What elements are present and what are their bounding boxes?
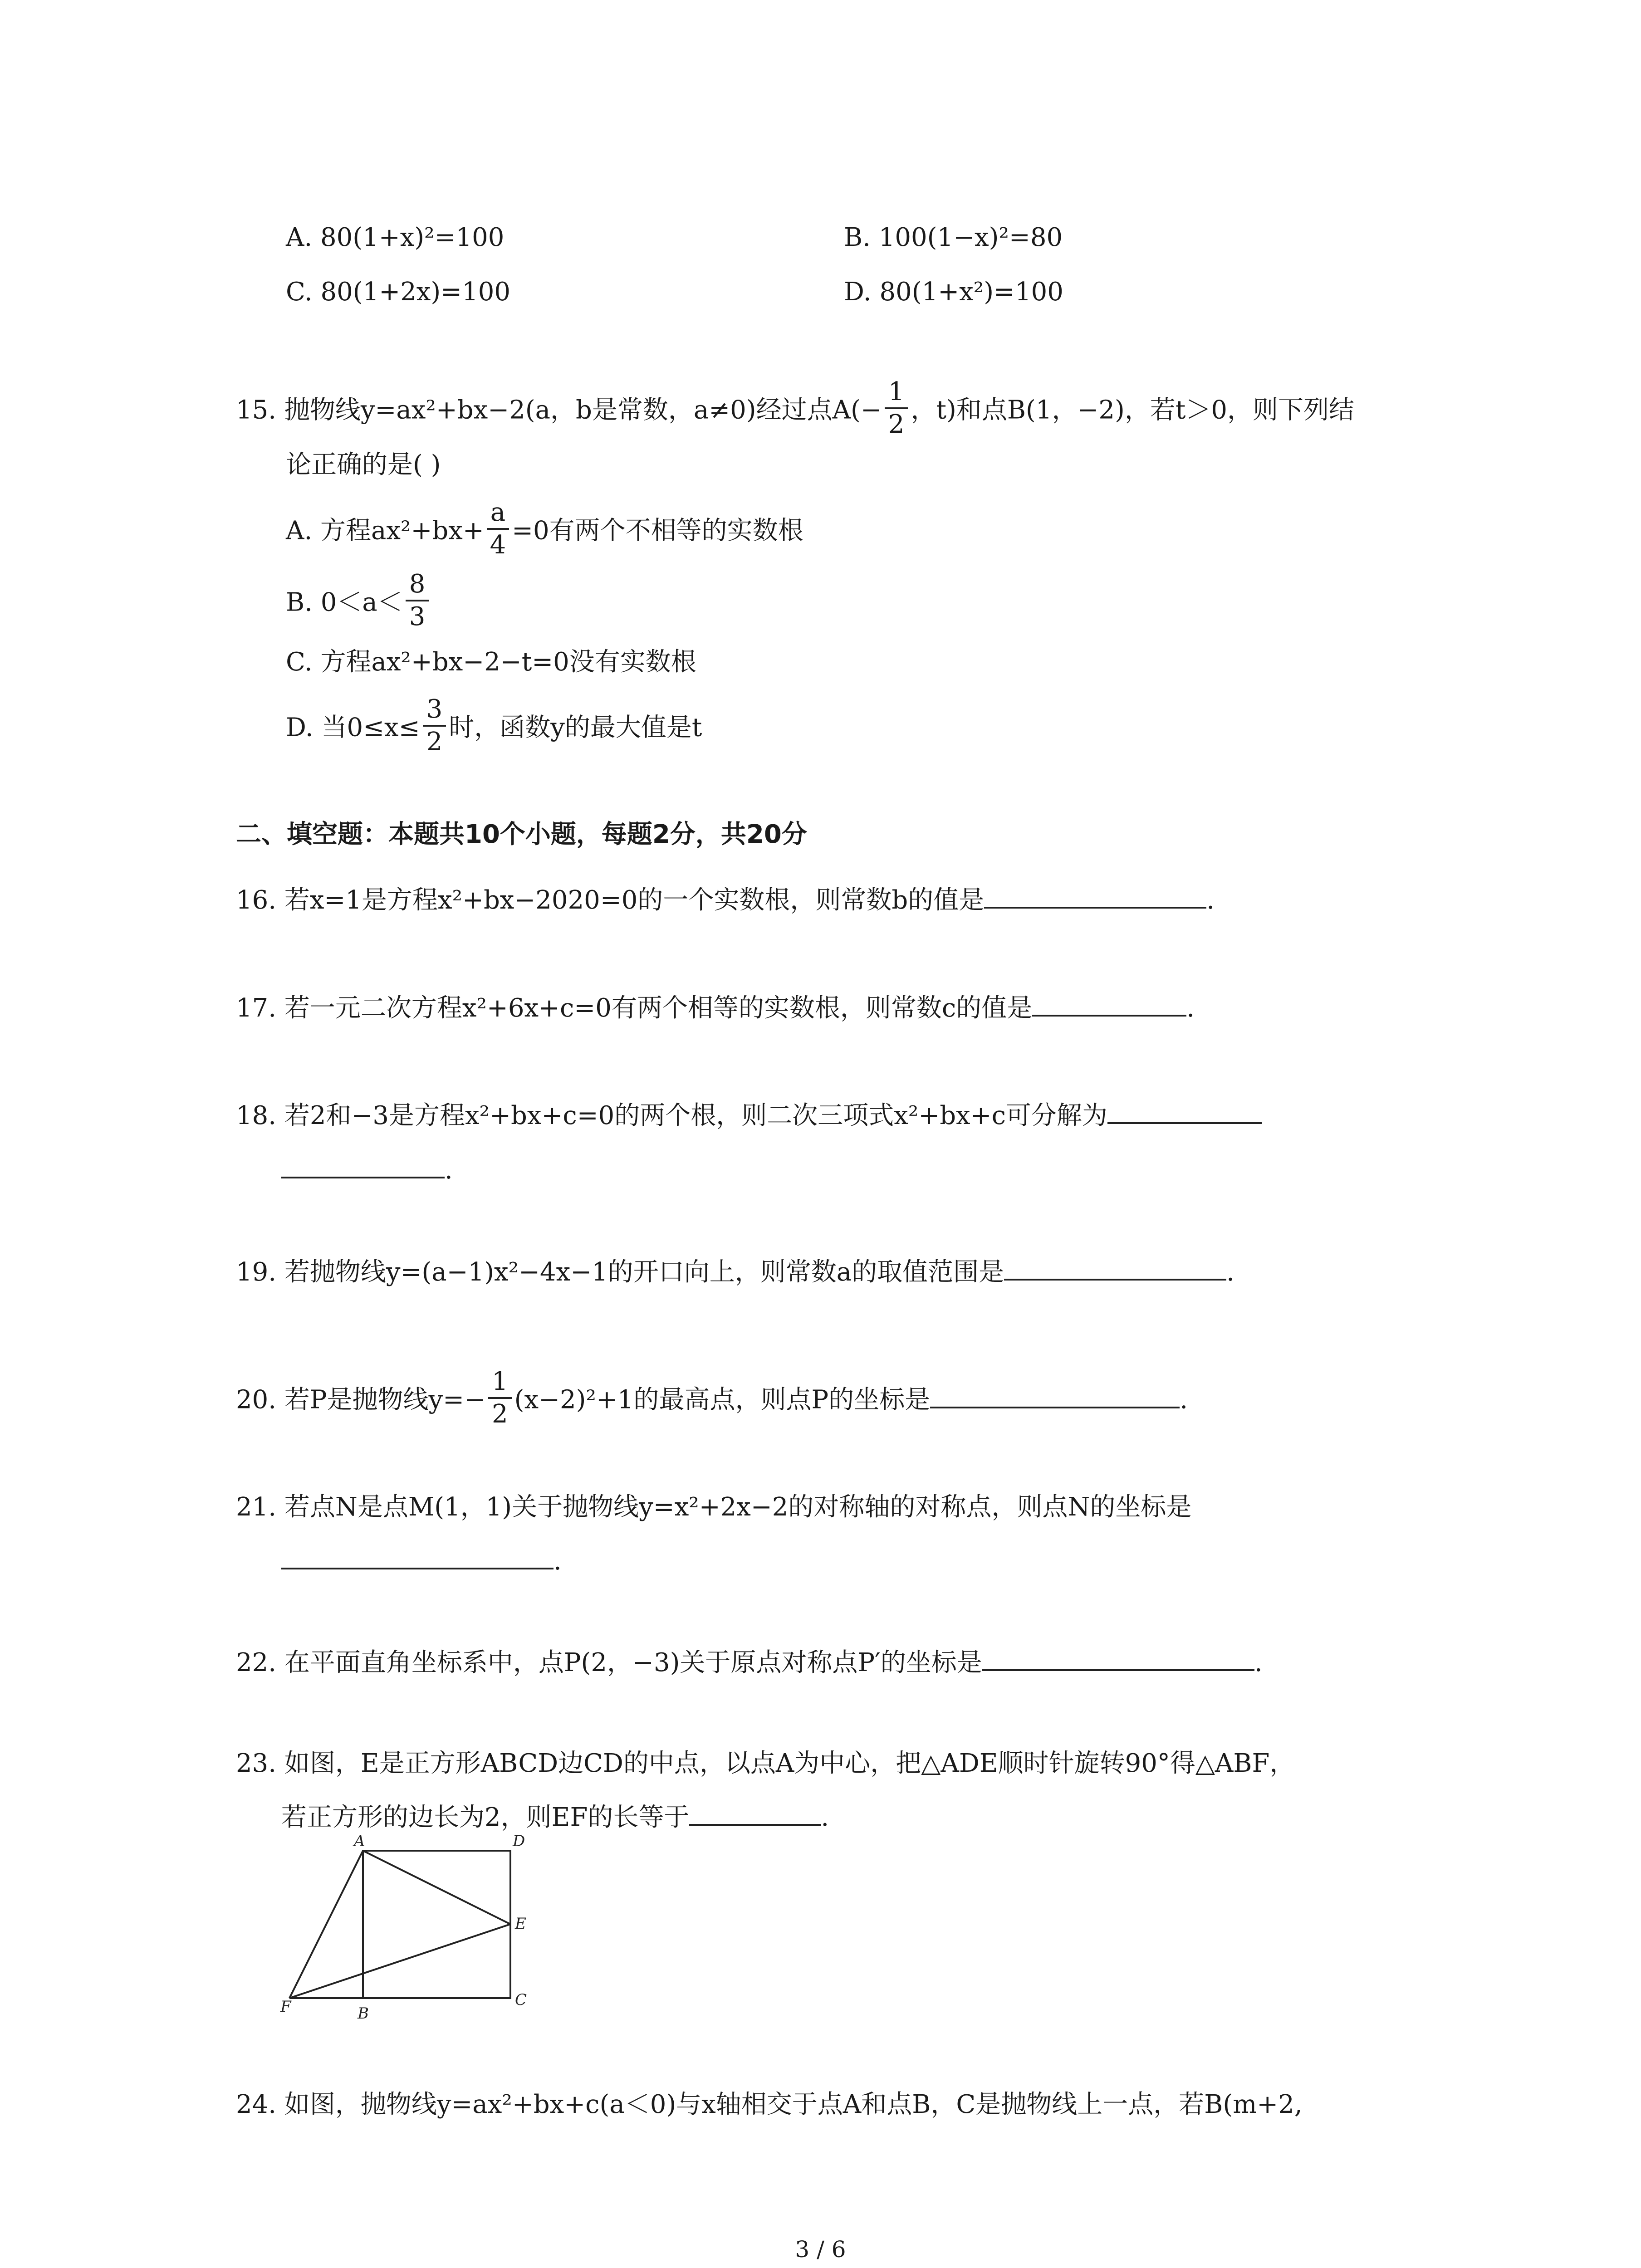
q19-end: . [1226, 1257, 1234, 1287]
q15-opt-d-den: 2 [426, 727, 443, 757]
label-d: D [513, 1833, 525, 1850]
q18-line2 [281, 1151, 453, 1188]
page-number: 3 / 6 [795, 2236, 846, 2263]
q20-fraction [488, 1366, 512, 1430]
q23-end: . [821, 1803, 829, 1832]
q15-opt-a-pre: A. 方程ax²+bx+ [286, 516, 484, 546]
segment-fe [289, 1924, 510, 1998]
q19-answer-blank[interactable] [1004, 1253, 1226, 1281]
q16-text: 16. 若x=1是方程x²+bx−2020=0的一个实数根，则常数b的值是 [236, 885, 985, 915]
q14-option-a: A. 80(1+x)²=100 [286, 223, 505, 252]
q16-end: . [1206, 885, 1215, 915]
q17 [236, 989, 1195, 1026]
q15-opt-b-num: 8 [406, 569, 429, 601]
q17-text: 17. 若一元二次方程x²+6x+c=0有两个相等的实数根，则常数c的值是 [236, 993, 1033, 1023]
q15-opt-b-fraction [406, 569, 429, 632]
q18-answer-blank-1[interactable] [1107, 1097, 1262, 1124]
segment-ae [363, 1851, 510, 1924]
q15-opt-a-den: 4 [490, 530, 506, 560]
q21-answer-blank[interactable] [281, 1542, 554, 1569]
q21-line2 [281, 1542, 562, 1579]
q16-answer-blank[interactable] [984, 881, 1206, 909]
q15-line2: 论正确的是( ) [286, 450, 441, 479]
q20-answer-blank[interactable] [930, 1381, 1180, 1408]
q15-option-b [286, 569, 431, 636]
q23-line1: 23. 如图，E是正方形ABCD边CD的中点，以点A为中心，把△ADE顺时针旋转90°得△ABF， [236, 1749, 1295, 1778]
q17-end: . [1186, 993, 1195, 1023]
q20-end: . [1180, 1385, 1188, 1415]
q19 [236, 1253, 1234, 1290]
q15-opt-d-pre: D. 当0≤x≤ [286, 713, 420, 743]
q14-option-c: C. 80(1+2x)=100 [286, 277, 510, 307]
q20-frac-num: 1 [488, 1366, 512, 1399]
q15-opt-a-fraction [487, 497, 509, 561]
section-fill-in-title: 二、填空题：本题共10个小题，每题2分，共20分 [236, 820, 807, 849]
q15-opt-d-post: 时，函数y的最大值是t [449, 713, 702, 743]
q15-opt-b-pre: B. 0＜a＜ [286, 587, 403, 617]
q16 [236, 881, 1215, 919]
q19-text: 19. 若抛物线y=(a−1)x²−4x−1的开口向上，则常数a的取值范围是 [236, 1257, 1004, 1287]
q14-option-d: D. 80(1+x²)=100 [844, 277, 1063, 307]
q20-post: (x−2)²+1的最高点，则点P的坐标是 [514, 1385, 931, 1415]
q15-option-c: C. 方程ax²+bx−2−t=0没有实数根 [286, 647, 696, 677]
q14-option-b: B. 100(1−x)²=80 [844, 223, 1063, 252]
q15-option-d [286, 694, 702, 761]
q18-end: . [445, 1155, 453, 1185]
label-e: E [515, 1915, 526, 1933]
q15-fraction [885, 376, 908, 440]
segment-af [289, 1851, 363, 1998]
q15-opt-a-post: =0有两个不相等的实数根 [512, 516, 803, 546]
q21-line1: 21. 若点N是点M(1，1)关于抛物线y=x²+2x−2的对称轴的对称点，则点N的坐标是 [236, 1492, 1192, 1522]
q15-line1-pre: 15. 抛物线y=ax²+bx−2(a，b是常数，a≠0)经过点A(− [236, 395, 882, 425]
q18 [236, 1097, 1262, 1134]
q22-text: 22. 在平面直角坐标系中，点P(2，−3)关于原点对称点P′的坐标是 [236, 1648, 982, 1677]
q22 [236, 1644, 1263, 1681]
q23-line2 [281, 1799, 829, 1836]
q15-option-a [286, 498, 803, 564]
q21-end: . [554, 1546, 562, 1576]
q22-answer-blank[interactable] [982, 1644, 1254, 1671]
q15-line1-post: ，t)和点B(1，−2)，若t＞0，则下列结 [911, 395, 1354, 425]
q23-line2-text: 若正方形的边长为2，则EF的长等于 [281, 1803, 690, 1832]
q15-line1 [236, 377, 1354, 444]
q22-end: . [1254, 1648, 1263, 1677]
q15-opt-d-num: 3 [423, 694, 446, 727]
label-c: C [515, 1991, 527, 2009]
q23-square-figure [272, 1833, 554, 2032]
q20-pre: 20. 若P是抛物线y=− [236, 1385, 486, 1415]
q15-opt-a-num: a [487, 497, 509, 530]
q17-answer-blank[interactable] [1032, 989, 1186, 1017]
q18-text: 18. 若2和−3是方程x²+bx+c=0的两个根，则二次三项式x²+bx+c可分解为 [236, 1101, 1107, 1130]
square-abcd [363, 1851, 510, 1998]
label-f: F [280, 1998, 291, 2016]
q20-frac-den: 2 [492, 1399, 508, 1429]
q23-answer-blank[interactable] [689, 1799, 821, 1826]
q15-opt-b-den: 3 [409, 602, 426, 631]
q24-line1: 24. 如图，抛物线y=ax²+bx+c(a＜0)与x轴相交于点A和点B，C是抛物线上一点，若B(m+2, [236, 2090, 1303, 2119]
q15-opt-d-fraction [423, 694, 446, 758]
q15-frac-den: 2 [888, 410, 905, 439]
q18-answer-blank-2[interactable] [281, 1151, 445, 1178]
label-b: B [358, 2004, 369, 2023]
q15-frac-num: 1 [885, 376, 908, 409]
q20 [236, 1367, 1188, 1433]
label-a: A [354, 1833, 365, 1850]
